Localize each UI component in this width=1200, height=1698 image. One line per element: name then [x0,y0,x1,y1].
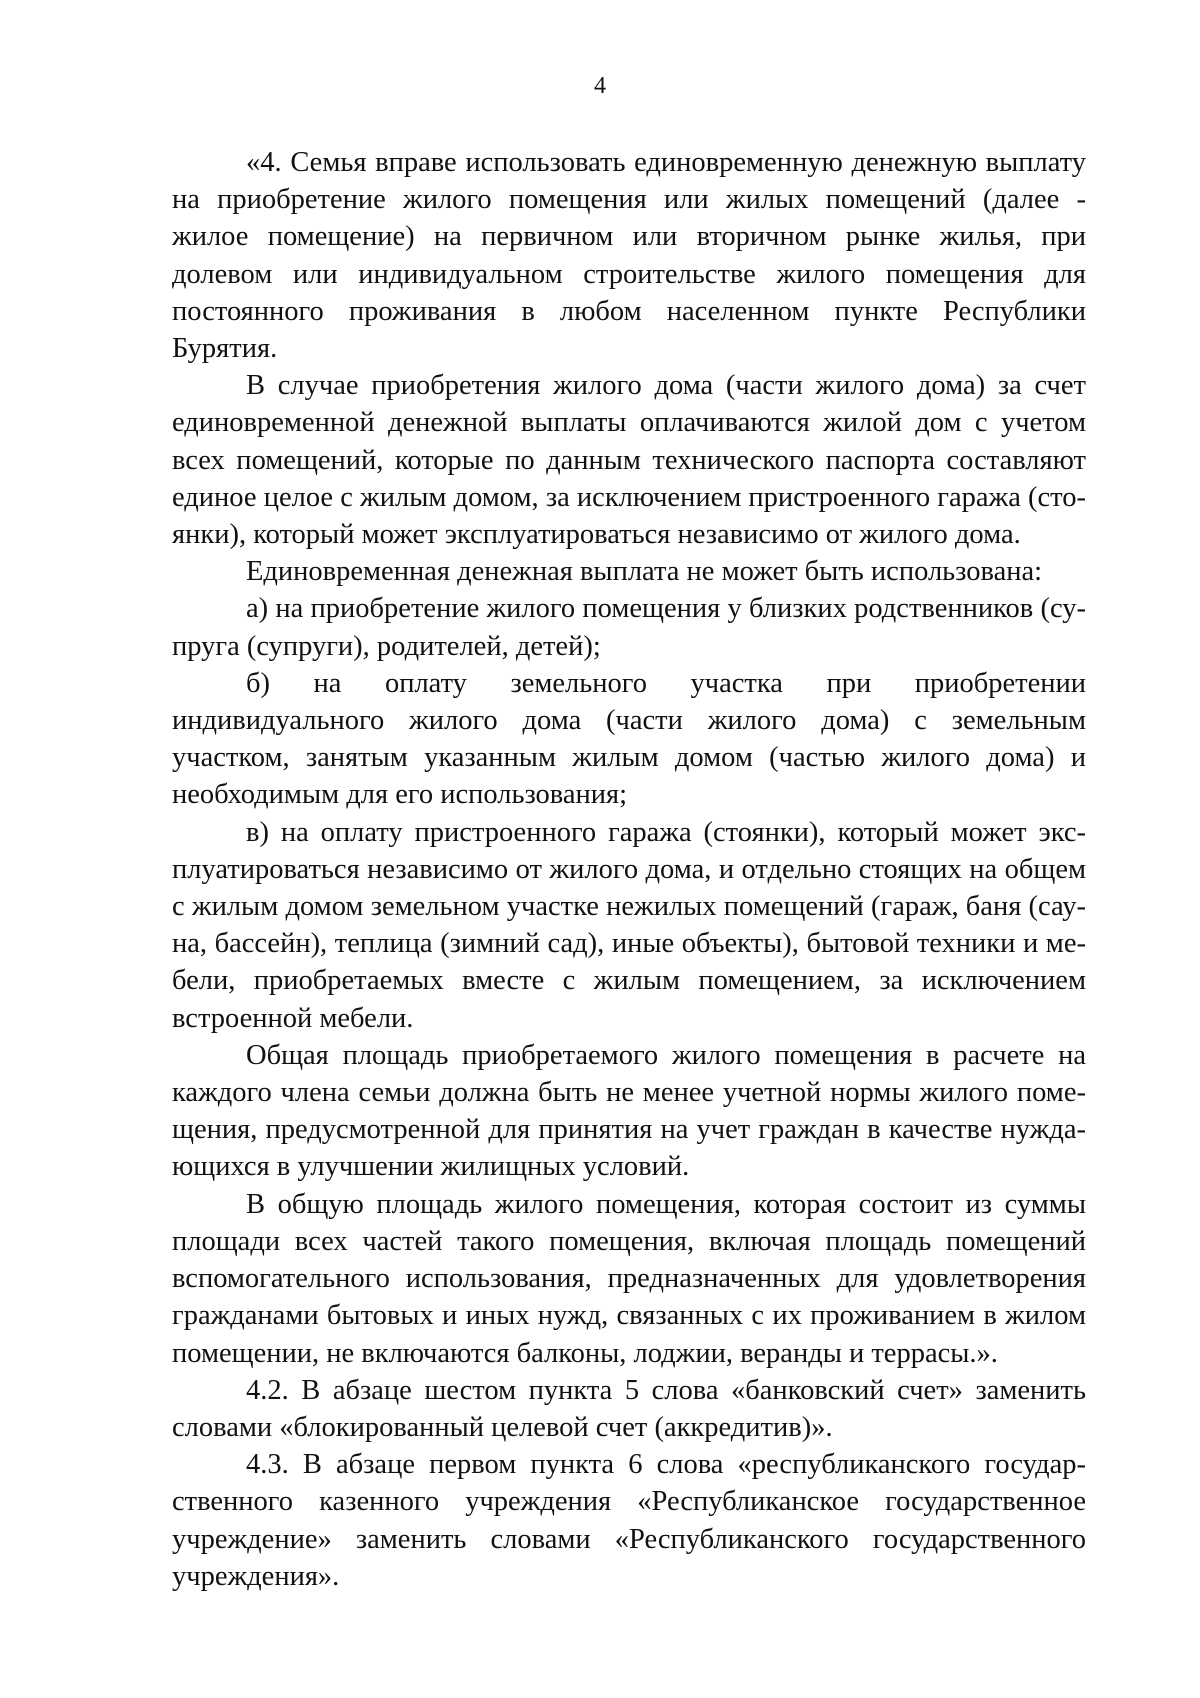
paragraph-total-area: Общая площадь приобретаемого жилого помещения в расчете на каждого члена семьи должна быть не менее учетной нормы жилого помещения, предусмотренной для принятия на учет граждан в качестве нуждающихся в улучшении жилищных условий. [172,1039,1086,1183]
paragraph-restriction-b: б) на оплату земельного участка при приобретении индивидуального жилого дома (части жилого дома) с земельным участком, занятым указанным жилым домом (частью жилого дома) и необходимым для его использования; [172,667,1086,811]
page-number: 4 [594,73,606,99]
paragraph-house-purchase: В случае приобретения жилого дома (части жилого дома) за счет единовременной денежной выплаты оплачиваются жилой дом с учетом всех помещений, которые по данным технического паспорта составляют единое целое с жилым домом, за исключением пристроенного гаража (стоянки), который может эксплуатироваться независимо от жилого дома. [172,370,1086,551]
paragraph-item-4: «4. Семья вправе использовать единовременную денежную выплату на приобретение жилого помещения или жилых помещений (далее - жилое помещение) на первичном или вторичном рынке жилья, при долевом или индивидуальном строительстве жилого помещения для постоянного проживания в любом населенном пункте Республики Бурятия. [172,147,1086,365]
paragraph-item-4-3: 4.3. В абзаце первом пункта 6 слова «республиканского государственного казенного учреждения «Республиканское государственное учреждение» заменить словами «Республиканского государственного учреждения». [172,1449,1086,1592]
paragraph-item-4-2: 4.2. В абзаце шестом пункта 5 слова «банковский счет» заменить словами «блокированный целевой счет (аккредитив)». [172,1374,1086,1443]
paragraph-restriction-a: а) на приобретение жилого помещения у близких родственников (супруга (супруги), родителей, детей); [172,593,1086,662]
paragraph-restriction-v: в) на оплату пристроенного гаража (стоянки), который может эксплуатироваться независимо от жилого дома, и отдельно стоящих на общем с жилым домом земельном участке нежилых помещений (гараж, баня (сауна, бассейн), теплица (зимний сад), иные объекты), бытовой техники и мебели, приобретаемых вместе с жилым помещением, за исключением встроенной мебели. [172,816,1086,1034]
document-body [172,144,1086,1595]
paragraph-restrictions-intro: Единовременная денежная выплата не может быть использована: [246,556,1043,588]
paragraph-area-exclusions: В общую площадь жилого помещения, которая состоит из суммы площади всех частей такого помещения, включая площадь помещений вспомогательного использования, предназначенных для удовлетворения гражданами бытовых и иных нужд, связанных с их проживанием в жилом помещении, не включаются балконы, лоджии, веранды и террасы.». [172,1188,1086,1369]
